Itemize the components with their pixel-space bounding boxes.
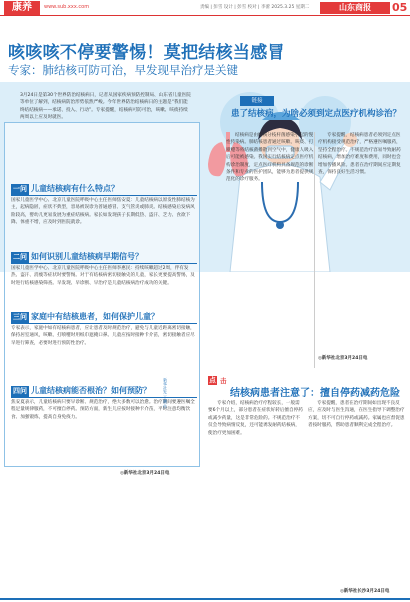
question-4-text: 儿童结核病能否根治？如何预防？ (31, 386, 151, 395)
box-title: 患了结核病，为啥必须到定点医疗机构诊治？ (230, 109, 401, 119)
question-4-heading (11, 385, 197, 398)
point-badge: 点 (209, 376, 216, 384)
lower-story-source: ◎新华社长沙3月24日电 (340, 589, 390, 594)
answer-1: 国家儿童医学中心、北京儿童医院呼吸中心主任医师焦安夏：儿童结核病以原发性肺结核为主，起病隐匿，症状不典型，容易被误诊为普通感冒、支气管炎或肺炎。结核感染后发病风险较高，婴幼儿更易发展为重症结核病。家长如发现孩子长期低热、盗汗、乏力、食欲下降、体重不增，应及时到医院就诊。 (11, 198, 195, 226)
question-1-number: 一问 (13, 185, 27, 193)
question-2-number: 二问 (13, 253, 27, 261)
page-number: 05 (392, 1, 408, 14)
question-2-heading (11, 251, 197, 264)
qa-panel (4, 122, 200, 467)
edition-meta: 责编 | 彭雪 设计 | 彭雪 校对 | 李蕾 2025.3.25 星期二 (200, 5, 310, 10)
answer-2: 国家儿童医学中心、北京儿童医院呼吸中心主任医师李惠民：持续咳嗽超过2周，伴有发热、盗汗、消瘦等症状时要警惕。对于有结核病密切接触史的儿童，家长更要提高警惕，及时进行结核感染筛查。早发现、早诊断、早治疗是儿童结核病治疗成功的关键。 (11, 266, 195, 286)
lead-paragraph: 3月24日是第30个世界防治结核病日，记者从国家疾病预防控制局、山东省儿童医院等单位了解到，结核病防治形势依然严峻。今年世界防治结核病日的主题是“我们能终结结核病——承诺、投入、行动”。专家提醒，结核病可防可治，咳嗽、咳痰持续两周以上应及时就医。 (20, 93, 191, 121)
illustrator-credit: 新华社发 王鹏 作 (163, 378, 168, 409)
column-divider (314, 132, 315, 368)
headline: 咳咳咳不停要警惕！莫把结核当感冒 (8, 43, 285, 63)
box-source: ◎新华社北京3月24日电 (318, 356, 368, 361)
question-1-heading (11, 183, 197, 196)
lower-story-column-2: 专家提醒，患者在治疗期间如出现不良反应，应及时与医生沟通，在医生指导下调整治疗方案，切不可自行停药或减药。家属也应督促患者按时服药，帮助患者顺利完成全程治疗。 (308, 401, 405, 429)
newspaper-name: 山东商报 (320, 2, 390, 14)
question-3-number: 三问 (13, 313, 27, 321)
lower-story-title: 结核病患者注意了：擅自停药减药危险 (230, 388, 400, 399)
subheadline: 专家：肺结核可防可治，早发现早治疗是关键 (8, 63, 238, 77)
box-column-1: 结核病是由结核分枝杆菌感染引起的慢性传染病。肺结核患者通过咳嗽、咳痰、打喷嚏等将结核菌播散到空气中，健康人吸入后可能被感染。我国实行结核病定点医疗机构诊治制度，定点医疗机构具备规范的诊断条件和专业的医护团队，能够为患者提供规范化的诊疗服务。 (226, 133, 314, 183)
bottom-rule (0, 598, 410, 600)
answer-3: 专家表示，家庭中如有结核病患者，应让患者及时规范治疗，避免与儿童近距离密切接触，保持居室通风，咳嗽、打喷嚏时用纸巾遮掩口鼻。儿童应按时接种卡介苗，密切接触者应尽早进行筛查，必要时进行预防性治疗。 (11, 326, 195, 346)
question-3-text: 家庭中有结核患者，如何保护儿童？ (31, 312, 159, 321)
point-word: 击 (220, 377, 227, 385)
question-2-text: 如何识别儿童结核病早期信号？ (31, 252, 143, 261)
answer-4: 焦安夏表示，儿童结核病只要早诊断、规范治疗，绝大多数可以治愈。治疗期间要遵医嘱全程足量规律服药，不可擅自停药。预防方面，新生儿应按时接种卡介苗，平时注意均衡饮食、加强锻炼，提高自身免疫力。 (11, 400, 195, 420)
question-3-heading (11, 311, 197, 324)
lower-story-column-1: 专家介绍，结核病治疗疗程较长，一般需要6个月以上，部分患者在症状好转后擅自停药或减少药量，这是非常危险的。不规范治疗不仅会导致病情反复，还可能诱发耐药结核病，使治疗更加困难。 (208, 401, 303, 436)
site-url: www.sub.xxx.com (44, 4, 90, 10)
section-badge: 康养 (4, 1, 40, 15)
box-column-2: 专家提醒，结核病患者必须到定点医疗机构接受规范治疗，严格遵医嘱服药，坚持全程治疗。不规范治疗容易导致耐药结核病，增加治疗难度和费用，同时也会增加传播风险。患者在治疗期间应定期复查，保持良好生活习惯。 (318, 133, 401, 176)
link-tag: 链接 (240, 96, 274, 106)
question-4-number: 四问 (13, 387, 27, 395)
question-1-text: 儿童结核病有什么特点？ (31, 184, 119, 193)
qa-source: ◎新华社北京3月24日电 (120, 471, 170, 476)
